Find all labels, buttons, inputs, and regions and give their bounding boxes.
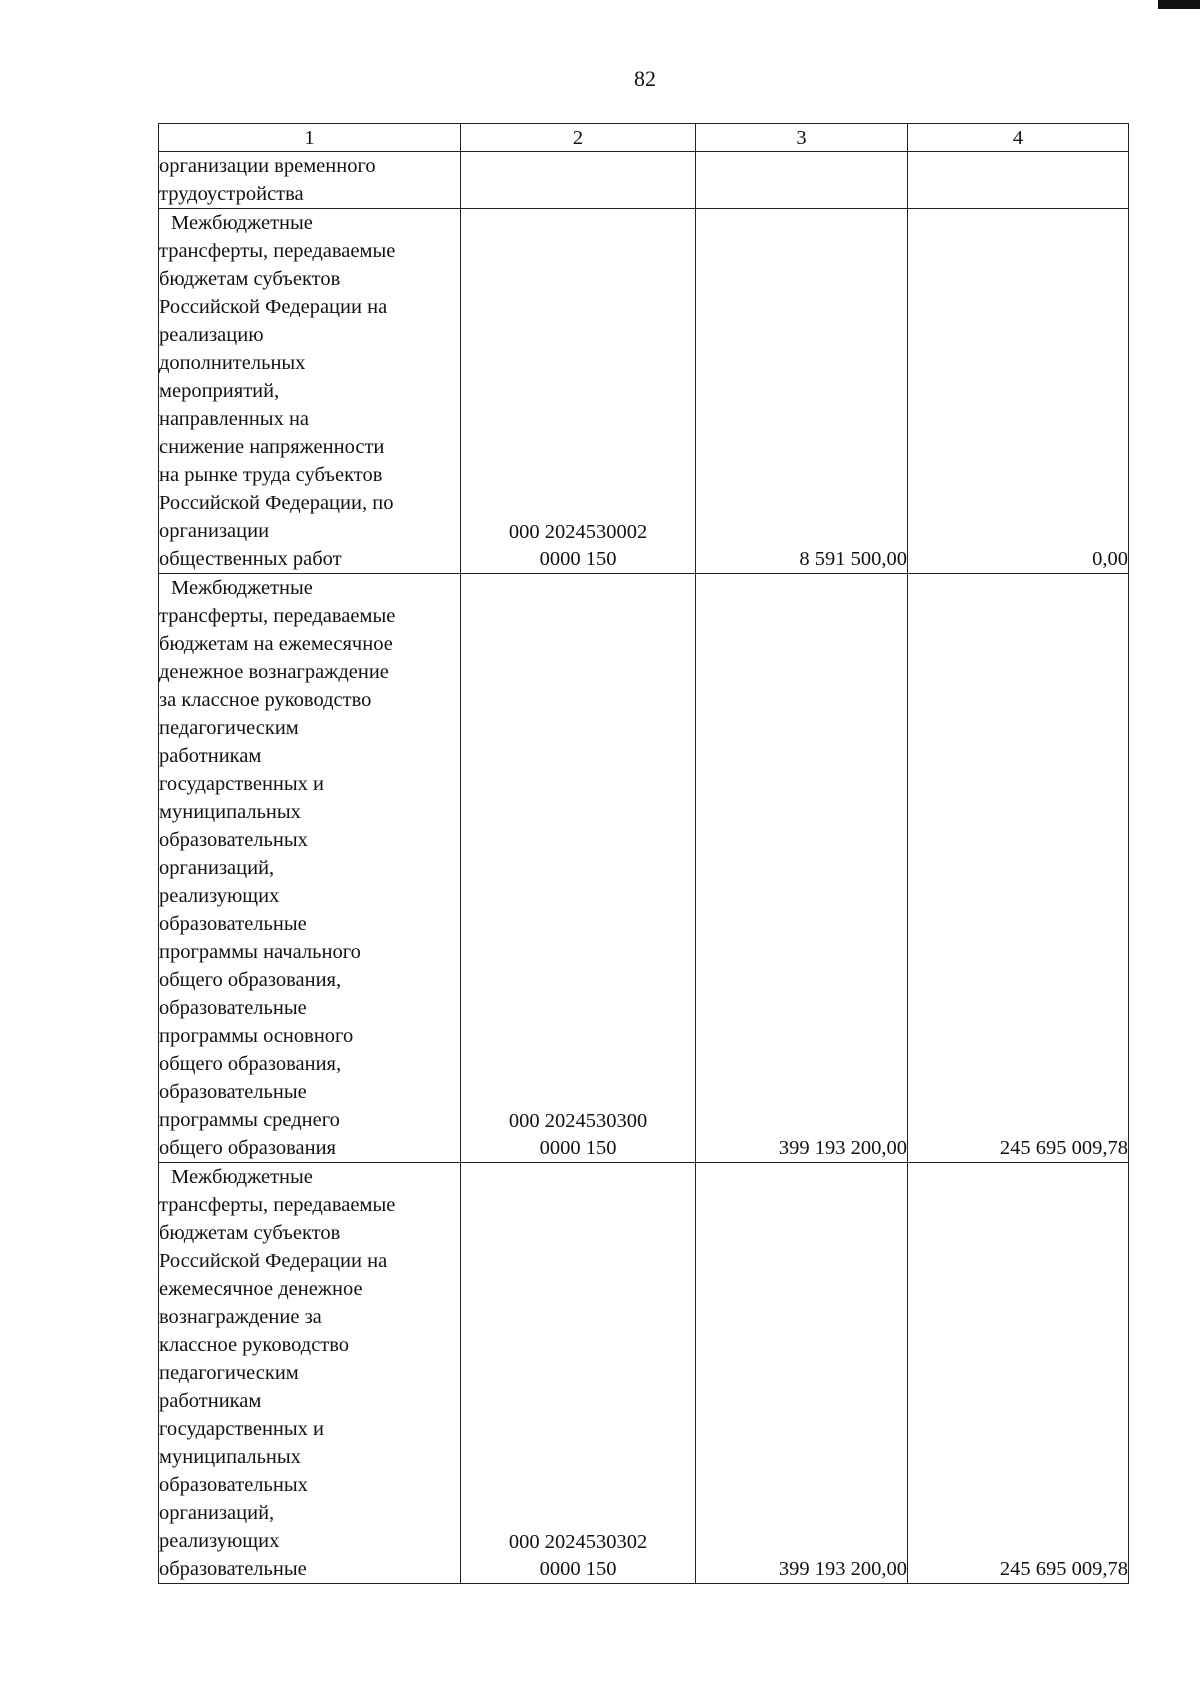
- row-name-line: за классное руководство: [159, 689, 372, 711]
- row-name-cell: [159, 574, 461, 1163]
- row-name-line: классное руководство: [159, 1334, 350, 1356]
- row-value-col4: 0,00: [908, 209, 1129, 574]
- row-name-line: Российской Федерации на: [159, 296, 388, 318]
- row-name-line: работникам: [159, 1390, 262, 1412]
- row-name-line: общего образования: [159, 1137, 336, 1159]
- row-name-line: трансферты, передаваемые: [159, 1194, 396, 1216]
- row-name-line: трансферты, передаваемые: [159, 240, 396, 262]
- row-name-line: образовательные: [159, 913, 307, 935]
- row-name-line: организаций,: [159, 1502, 275, 1524]
- row-name-line: Российской Федерации на: [159, 1250, 388, 1272]
- row-code-cell: [461, 1163, 696, 1584]
- row-name-line: общего образования,: [159, 1053, 342, 1075]
- row-name-line: реализующих: [159, 1530, 280, 1552]
- row-code-cell: [461, 152, 696, 209]
- row-name-line: образовательные: [159, 997, 307, 1019]
- row-name-line: педагогическим: [159, 717, 299, 739]
- table-row: [159, 152, 1129, 209]
- row-name-line: реализующих: [159, 885, 280, 907]
- row-value-col4: 245 695 009,78: [908, 1163, 1129, 1584]
- row-name-line: муниципальных: [159, 1446, 301, 1468]
- row-value-col3: 399 193 200,00: [696, 574, 908, 1163]
- row-name-line: государственных и: [159, 773, 325, 795]
- row-name-line: трудоустройства: [159, 183, 304, 205]
- table-row: [159, 1163, 1129, 1584]
- row-name-line: трансферты, передаваемые: [159, 605, 396, 627]
- row-name-line: организации временного: [159, 155, 376, 177]
- row-code-line: 000 2024530002: [508, 521, 648, 543]
- row-name-line: программы основного: [159, 1025, 354, 1047]
- row-name-line: мероприятий,: [159, 380, 280, 402]
- column-header: 2: [461, 124, 696, 152]
- row-name-line: организаций,: [159, 857, 275, 879]
- row-name-line: общественных работ: [159, 548, 342, 570]
- budget-table: [158, 123, 1129, 1584]
- row-name-line: ежемесячное денежное: [159, 1278, 363, 1300]
- row-code-line: 0000 150: [539, 548, 617, 570]
- row-value-col3: [696, 152, 908, 209]
- row-code-line: 000 2024530302: [508, 1531, 648, 1553]
- row-name-line: муниципальных: [159, 801, 301, 823]
- row-name-cell: [159, 1163, 461, 1584]
- row-name-line: образовательные: [159, 1558, 307, 1580]
- row-code-line: 0000 150: [539, 1558, 617, 1580]
- column-header: 3: [696, 124, 908, 152]
- row-name-line: бюджетам субъектов: [159, 1222, 341, 1244]
- row-value-col3: 399 193 200,00: [696, 1163, 908, 1584]
- row-name-line: государственных и: [159, 1418, 325, 1440]
- column-header: 4: [908, 124, 1129, 152]
- row-name-line: дополнительных: [159, 352, 306, 374]
- row-name-line: реализацию: [159, 324, 264, 346]
- row-name-line: Российской Федерации, по: [159, 492, 394, 514]
- row-code-line: 000 2024530300: [508, 1110, 648, 1132]
- row-name-line: бюджетам на ежемесячное: [159, 633, 393, 655]
- row-name-line: денежное вознаграждение: [159, 661, 389, 683]
- row-name-line: Межбюджетные: [171, 1166, 313, 1188]
- page-number: 82: [634, 66, 656, 91]
- row-name-cell: [159, 152, 461, 209]
- row-code-cell: [461, 209, 696, 574]
- scan-corner-mark: [1158, 0, 1200, 9]
- row-name-line: Межбюджетные: [171, 212, 313, 234]
- row-value-col3: 8 591 500,00: [696, 209, 908, 574]
- table-row: [159, 574, 1129, 1163]
- row-name-cell: [159, 209, 461, 574]
- row-name-line: образовательных: [159, 1474, 308, 1496]
- table-body: [159, 152, 1129, 1584]
- row-name-line: вознаграждение за: [159, 1306, 322, 1328]
- row-name-line: бюджетам субъектов: [159, 268, 341, 290]
- row-name-line: организации: [159, 520, 270, 542]
- row-name-line: Межбюджетные: [171, 577, 313, 599]
- row-name-line: образовательные: [159, 1081, 307, 1103]
- row-value-col4: 245 695 009,78: [908, 574, 1129, 1163]
- row-name-line: педагогическим: [159, 1362, 299, 1384]
- table-header-row: [159, 124, 1129, 152]
- row-code-cell: [461, 574, 696, 1163]
- row-name-line: образовательных: [159, 829, 308, 851]
- row-name-line: на рынке труда субъектов: [159, 464, 383, 486]
- row-name-line: программы среднего: [159, 1109, 340, 1131]
- row-name-line: снижение напряженности: [159, 436, 385, 458]
- table-row: [159, 209, 1129, 574]
- row-code-line: 0000 150: [539, 1137, 617, 1159]
- row-name-line: программы начального: [159, 941, 361, 963]
- row-name-line: направленных на: [159, 408, 310, 430]
- row-name-line: общего образования,: [159, 969, 342, 991]
- row-name-line: работникам: [159, 745, 262, 767]
- column-header: 1: [159, 124, 461, 152]
- row-value-col4: [908, 152, 1129, 209]
